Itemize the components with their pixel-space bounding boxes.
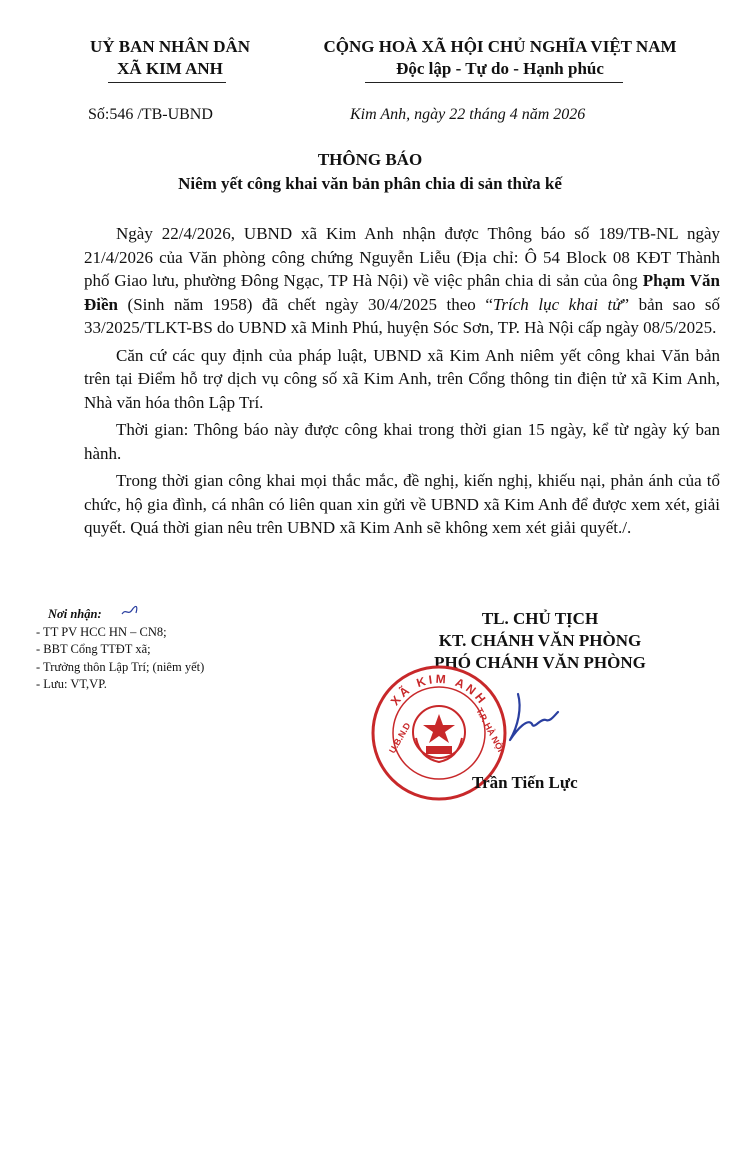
recipient-item: - BBT Cổng TTĐT xã; [36,642,151,656]
recipient-item: - Trưởng thôn Lập Trí; (niêm yết) [36,659,205,674]
national-header [280,36,720,80]
date-line: Kim Anh, ngày 22 tháng 4 năm 2026 [350,106,586,123]
org-underline [108,82,226,83]
title-line2: Niêm yết công khai văn bản phân chia di sản thừa kế [178,174,562,193]
org-name-line1: UỶ BAN NHÂN DÂN [89,37,251,56]
paragraph-4: Trong thời gian công khai mọi thắc mắc, đề nghị, kiến nghị, khiếu nại, phản ánh của tổ chức, hộ gia đình, cá nhân có liên quan xin gửi về UBND xã Kim Anh để được xem xét, giải quyết. Quá thời gian nêu trên UBND xã Kim Anh sẽ không xem xét giải quyết./. [84,471,720,537]
document-body [84,222,720,544]
svg-text:XÃ KIM ANH: XÃ KIM ANH [387,671,491,709]
svg-text:T.P. HÀ NỘI: T.P. HÀ NỘI [474,706,506,754]
org-name-line2: XÃ KIM ANH [117,59,223,78]
document-title [0,148,740,196]
p1-text-c: ” bản sao số 33/2025/TLKT-BS do UBND xã Minh Phú, huyện Sóc Sơn, TP. Hà Nội cấp ngày 08/5/2025. [84,294,721,337]
document-number: Số:546 /TB-UBND [88,106,213,123]
paragraph-2: Căn cứ các quy định của pháp luật, UBND xã Kim Anh niêm yết công khai Văn bản trên tại Điểm hỗ trợ dịch vụ công số xã Kim Anh, trên Cổng thông tin điện tử xã Kim Anh, Nhà văn hóa thôn Lập Trí. [84,345,720,412]
handwritten-signature-icon [488,688,568,748]
recipients-list [36,606,296,694]
deceased-name: Phạm Văn Điền [84,271,720,314]
p1-italic: Trích lục khai tử [492,294,622,314]
title-line1: THÔNG BÁO [317,150,423,169]
paragraph-3: Thời gian: Thông báo này được công khai trong thời gian 15 ngày, kể từ ngày ký ban hành. [84,420,720,463]
initial-mark-icon [120,604,140,618]
recipients-header: Nơi nhận: [48,607,102,621]
signer-name: Trần Tiến Lực [472,773,578,792]
p1-text-a: Ngày 22/4/2026, UBND xã Kim Anh nhận được Thông báo số 189/TB-NL ngày 21/4/2026 của Văn phòng công chứng Nguyễn Liễu (Địa chỉ: Ô 54 Block 08 KĐT Thành phố Giao lưu, phường Đông Ngạc, TP Hà Nội) về việc phân chia di sản của ông [84,224,720,290]
paragraph-1 [84,222,720,340]
motto-underline [365,82,623,83]
issuing-organization [40,36,300,80]
recipient-item: - Lưu: VT,VP. [36,677,107,691]
sign-line3: PHÓ CHÁNH VĂN PHÒNG [434,653,646,672]
nation-motto: Độc lập - Tự do - Hạnh phúc [396,59,604,78]
sign-line1: TL. CHỦ TỊCH [481,609,599,628]
nation-name: CỘNG HOÀ XÃ HỘI CHỦ NGHĨA VIỆT NAM [323,37,677,56]
sign-line2: KT. CHÁNH VĂN PHÒNG [438,631,642,650]
p1-text-b: (Sinh năm 1958) đã chết ngày 30/4/2025 theo “ [118,294,493,314]
recipient-item: - TT PV HCC HN – CN8; [36,624,167,639]
svg-text:U.B.N.D: U.B.N.D [387,720,413,755]
